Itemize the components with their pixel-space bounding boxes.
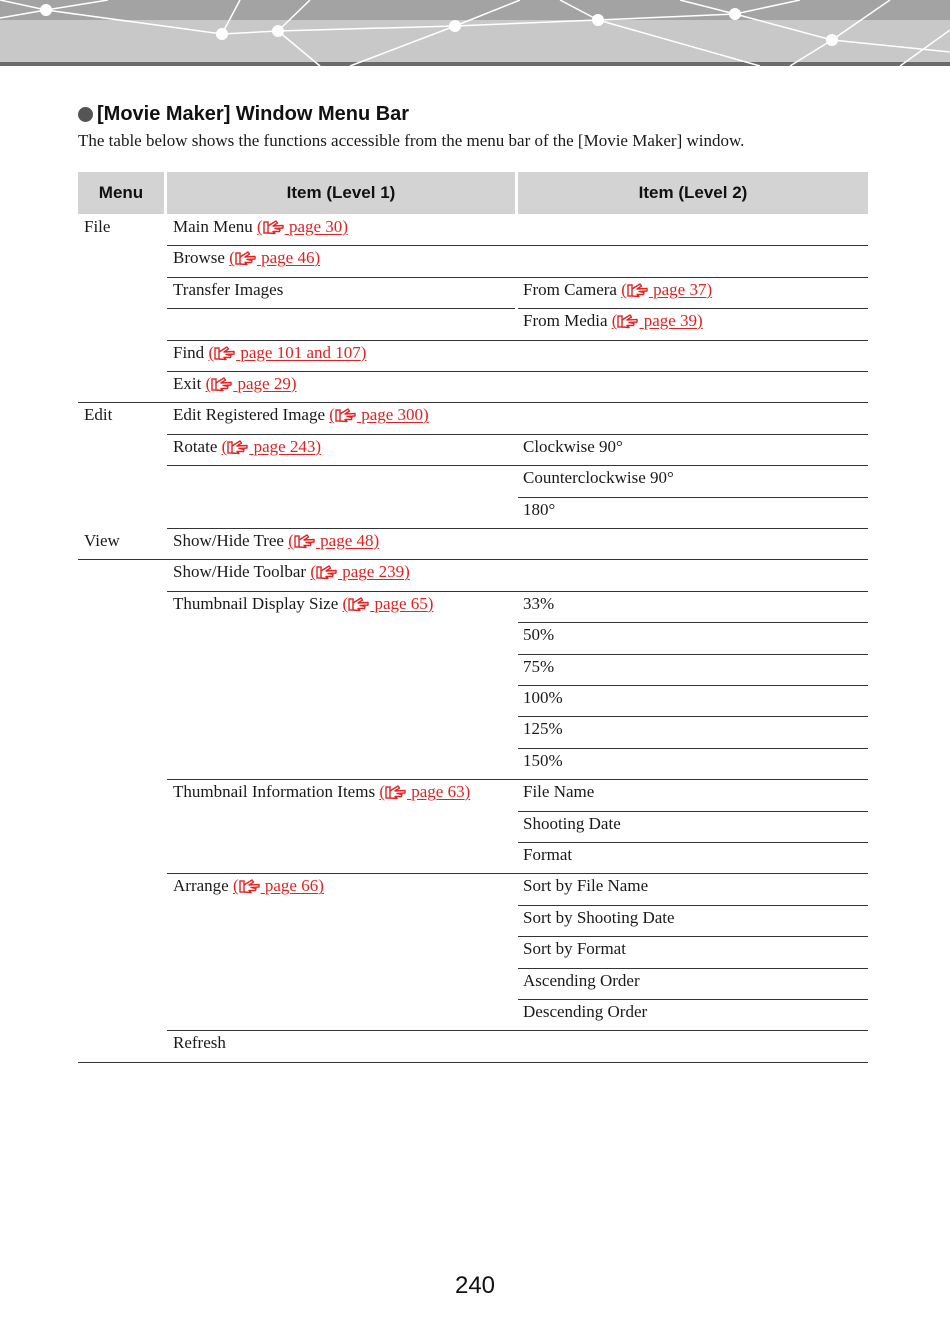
row-divider: [518, 748, 868, 749]
level2-item-label: Sort by Shooting Date: [523, 907, 675, 927]
row-divider: [518, 654, 868, 655]
level1-item: [173, 217, 348, 237]
page-reference-link[interactable]: ( page 37): [621, 279, 713, 299]
level2-item: [523, 1002, 647, 1022]
menu-file: File: [84, 217, 111, 236]
level2-item-label: 75%: [523, 656, 555, 676]
level1-item: [173, 343, 366, 363]
page-reference-link[interactable]: ( page 243): [221, 436, 322, 456]
level1-item-label: Find: [173, 342, 205, 362]
level2-item-label: Counterclockwise 90°: [523, 468, 674, 488]
page-reference-link[interactable]: ( page 239): [310, 562, 410, 582]
level2-item-label: Format: [523, 845, 573, 864]
level1-item: [173, 437, 321, 457]
level2-item: [523, 939, 626, 959]
row-divider: [167, 434, 868, 435]
level2-item: [523, 594, 554, 614]
page-reference-text: page 63: [411, 782, 465, 802]
level2-item-label: Descending Order: [523, 1002, 648, 1021]
menu-view: View: [84, 531, 120, 550]
row-divider: [167, 873, 868, 874]
level1-item-label: Thumbnail Information Items: [173, 782, 376, 802]
page-reference-text: page 65: [374, 593, 428, 613]
row-divider: [167, 465, 868, 466]
reference-icon: [239, 878, 261, 894]
level1-item-label: Rotate: [173, 436, 218, 456]
reference-icon: [263, 219, 285, 235]
row-divider: [167, 340, 868, 341]
row-divider: [518, 497, 868, 498]
level2-item: [523, 437, 623, 457]
level2-item-label: From Media: [523, 311, 608, 331]
page-reference-text: page 243: [253, 436, 316, 456]
page-reference-link[interactable]: ( page 48): [288, 531, 380, 550]
row-divider: [167, 528, 868, 529]
page-reference-text: page 46: [261, 248, 315, 268]
level1-item-label: Thumbnail Display Size: [173, 593, 339, 613]
level2-item: [523, 468, 674, 488]
page-reference-link[interactable]: ( page 101 and 107): [208, 342, 367, 362]
row-divider: [167, 308, 515, 309]
level2-item: [523, 845, 572, 865]
level1-item: [173, 562, 410, 582]
row-divider: [518, 716, 868, 717]
page-reference-text: page 300: [361, 405, 424, 425]
level2-item-label: 150%: [523, 750, 563, 770]
level2-item-label: Ascending Order: [523, 970, 640, 990]
level1-item: [173, 280, 283, 300]
header-banner: [0, 0, 950, 68]
reference-icon: [335, 407, 357, 423]
reference-icon: [385, 784, 407, 800]
level2-item-label: 50%: [523, 625, 555, 645]
level1-item: [173, 374, 297, 394]
row-divider: [167, 245, 868, 246]
row-divider: [518, 905, 868, 906]
reference-icon: [235, 250, 257, 266]
reference-icon: [294, 533, 316, 549]
menu-table: [78, 172, 868, 1064]
level2-item: [523, 876, 648, 896]
page-reference-text: page 37: [653, 279, 707, 299]
level1-item: [173, 782, 470, 802]
level2-item-label: File Name: [523, 782, 595, 802]
reference-icon: [348, 596, 370, 612]
row-divider: [518, 308, 868, 309]
page-reference-text: page 239: [342, 562, 405, 582]
page-reference-link[interactable]: ( page 29): [205, 374, 297, 393]
level2-item: [523, 814, 621, 834]
level2-item: [523, 782, 594, 802]
level2-item-label: From Camera: [523, 279, 617, 299]
level1-item: [173, 1033, 226, 1053]
reference-icon: [627, 282, 649, 298]
page-reference-text: page 29: [237, 374, 291, 393]
row-divider: [78, 1062, 868, 1063]
page-reference-link[interactable]: ( page 65): [342, 593, 434, 613]
level1-item: [173, 531, 379, 551]
page-reference-link[interactable]: ( page 39): [611, 311, 703, 331]
level1-item-label: Main Menu: [173, 217, 253, 236]
reference-icon: [617, 313, 639, 329]
column-header-menu: Menu: [78, 172, 164, 214]
bullet-icon: [78, 107, 93, 122]
level2-item: [523, 280, 712, 300]
row-divider: [518, 842, 868, 843]
level2-item-label: Sort by File Name: [523, 876, 649, 896]
level2-item: [523, 625, 554, 645]
section-heading: [78, 101, 409, 127]
reference-icon: [316, 564, 338, 580]
level2-item: [523, 500, 555, 520]
level1-item: [173, 248, 320, 268]
level2-item: [523, 688, 563, 708]
level2-item: [523, 311, 703, 331]
page-reference-text: page 48: [320, 531, 374, 550]
page-reference-text: page 30: [288, 217, 343, 236]
level2-item-label: Sort by Format: [523, 939, 626, 959]
level1-item-label: Show/Hide Toolbar: [173, 562, 307, 582]
level1-item-label: Edit Registered Image: [173, 405, 326, 425]
column-header-level2: Item (Level 2): [518, 172, 868, 214]
level2-item-label: 125%: [523, 719, 563, 739]
row-divider: [78, 559, 868, 560]
page-reference-text: page 66: [264, 876, 319, 896]
level1-item-label: Show/Hide Tree: [173, 531, 284, 550]
row-divider: [167, 277, 868, 278]
level2-item-label: 33%: [523, 593, 555, 613]
page-reference-text: page 101 and 107: [240, 342, 361, 362]
reference-icon: [214, 345, 236, 361]
page-reference-link[interactable]: ( page 300): [329, 405, 429, 425]
reference-icon: [227, 439, 249, 455]
level2-item-label: 100%: [523, 688, 563, 707]
row-divider: [518, 968, 868, 969]
page-reference-link[interactable]: ( page 30): [257, 217, 348, 236]
page-number: 240: [454, 1272, 496, 1299]
level1-item-label: Transfer Images: [173, 279, 284, 299]
level2-item: [523, 657, 554, 677]
level1-item-label: Exit: [173, 374, 202, 393]
level1-item: [173, 876, 324, 896]
level2-item-label: Clockwise 90°: [523, 436, 623, 456]
level2-item: [523, 751, 563, 771]
page-reference-link[interactable]: ( page 46): [229, 248, 321, 268]
row-divider: [518, 622, 868, 623]
level1-item-label: Refresh: [173, 1033, 226, 1053]
row-divider: [518, 685, 868, 686]
level2-item-label: Shooting Date: [523, 813, 621, 833]
row-divider: [518, 999, 868, 1000]
row-divider: [78, 402, 868, 403]
level2-item: [523, 908, 675, 928]
row-divider: [167, 779, 868, 780]
level1-item: [173, 594, 433, 614]
level2-item: [523, 971, 640, 991]
level1-item: [173, 405, 429, 425]
row-divider: [167, 1030, 868, 1031]
level2-item-label: 180°: [523, 499, 556, 519]
row-divider: [518, 811, 868, 812]
level1-item-label: Browse: [173, 248, 225, 268]
section-heading-text: [Movie Maker] Window Menu Bar: [97, 102, 410, 125]
reference-icon: [211, 376, 233, 392]
column-header-level1: Item (Level 1): [167, 172, 515, 214]
level1-item-label: Arrange: [173, 876, 229, 896]
intro-paragraph: The table below shows the functions accessible from the menu bar of the [Movie Maker] window.: [78, 131, 745, 150]
page-reference-link[interactable]: ( page 66): [232, 876, 324, 896]
level2-item: [523, 719, 563, 739]
menu-edit: Edit: [84, 405, 113, 424]
page-reference-link[interactable]: ( page 63): [379, 782, 471, 802]
row-divider: [167, 591, 868, 592]
row-divider: [518, 936, 868, 937]
page-reference-text: page 39: [643, 311, 698, 331]
row-divider: [167, 371, 868, 372]
